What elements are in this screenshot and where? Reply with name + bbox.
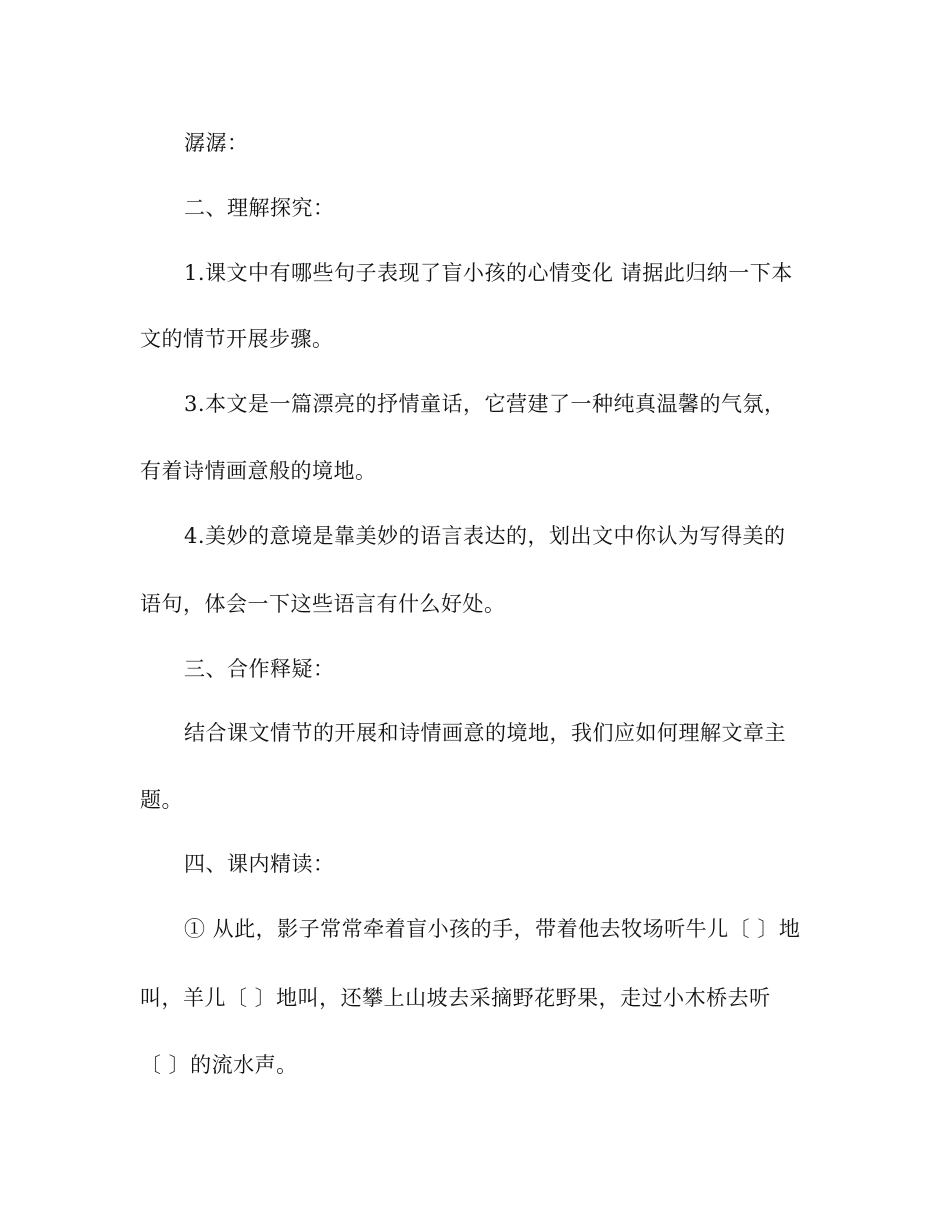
question-3-line-2: 有着诗情画意般的境地。: [140, 459, 377, 483]
question-3-line-1: 3.本文是一篇漂亮的抒情童话，它营建了一种纯真温馨的气氛，: [184, 392, 786, 416]
section-heading-close-reading: 四、课内精读：: [184, 852, 335, 876]
passage-line-3: 〔 〕的流水声。: [140, 1053, 298, 1077]
question-1-line-2: 文的情节开展步骤。: [140, 327, 334, 351]
section-heading-understanding: 二、理解探究：: [184, 196, 335, 220]
passage-line-2: 叫，羊儿〔 〕地叫，还攀上山坡去采摘野花野果，走过小木桥去听: [140, 986, 771, 1010]
section-heading-cooperation: 三、合作释疑：: [184, 657, 335, 681]
answer-line-chanchan: 潺潺：: [184, 131, 249, 155]
question-4-line-1: 4.美妙的意境是靠美妙的语言表达的，划出文中你认为写得美的: [184, 524, 786, 548]
theme-question-line-2: 题。: [140, 788, 183, 812]
question-4-line-2: 语句，体会一下这些语言有什么好处。: [140, 592, 506, 616]
passage-line-1: ① 从此，影子常常牵着盲小孩的手，带着他去牧场听牛儿〔 〕地: [184, 917, 801, 941]
question-1-line-1: 1.课文中有哪些句子表现了盲小孩的心情变化 请据此归纳一下本: [184, 261, 793, 285]
theme-question-line-1: 结合课文情节的开展和诗情画意的境地，我们应如何理解文章主: [184, 721, 786, 745]
